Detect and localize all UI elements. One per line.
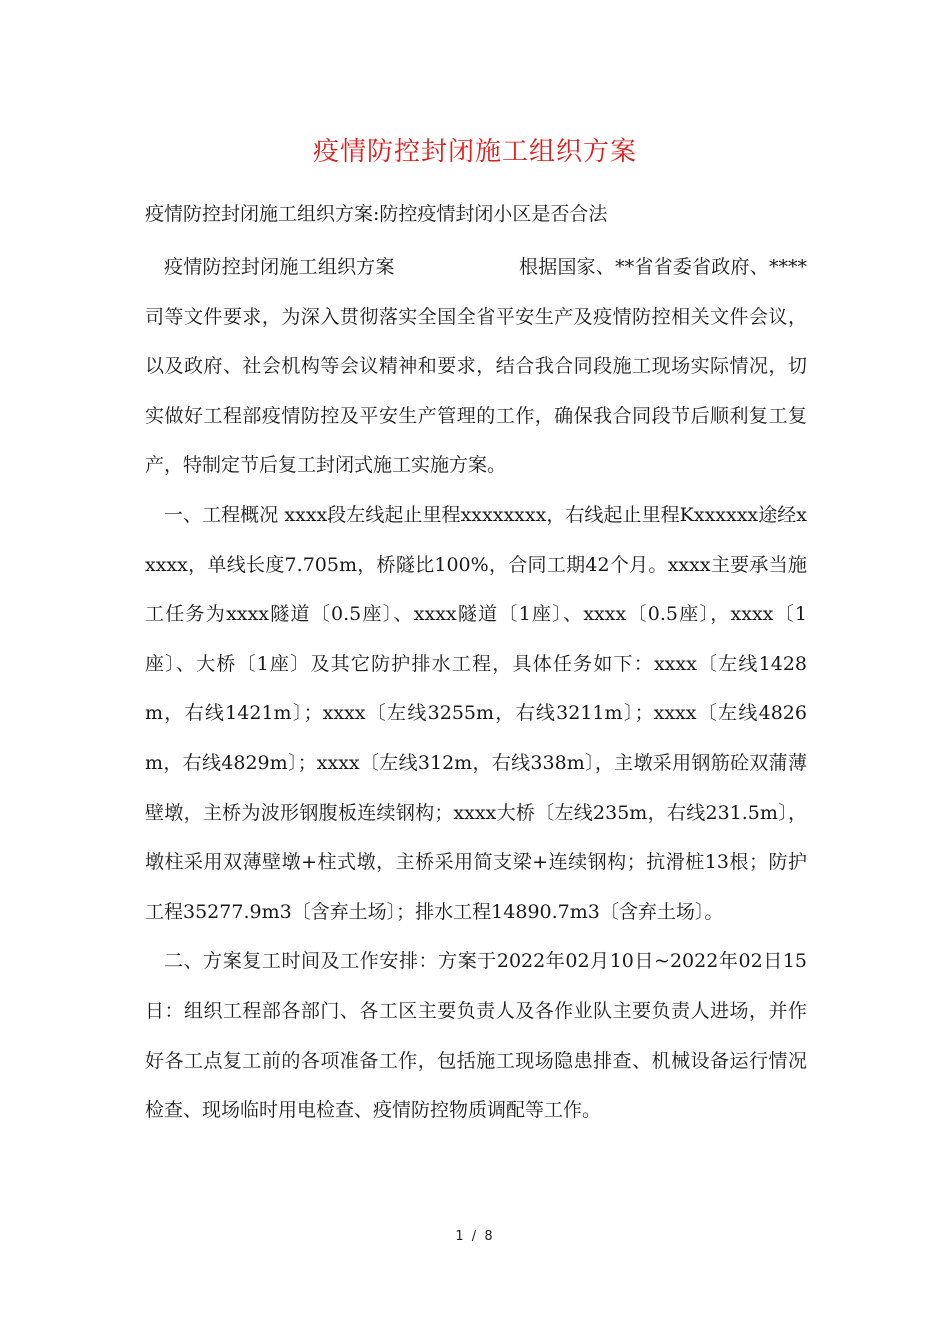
intro-body: 司等文件要求，为深入贯彻落实全国全省平安生产及疫情防控相关文件会议，以及政府、社会机构等会议精神和要求，结合我合同段施工现场实际情况，切实做好工程部疫情防控及平安生产管理的工作，确保我合同段节后顺利复工复产，特制定节后复工封闭式施工实施方案。 [145, 305, 807, 477]
document-title: 疫情防控封闭施工组织方案 [312, 137, 637, 167]
section-1-paragraph: 一、工程概况 xxxx段左线起止里程xxxxxxxx，右线起止里程Kxxxxxx途经xxxxx，单线长度7.705m，桥隧比100%，合同工期42个月。xxxx主要承当施工任务为xxxx隧道〔0.5座〕、xxxx隧道〔1座〕、xxxx〔0.5座〕，xxxx〔1座〕、大桥〔1座〕及其它防护排水工程，具体任务如下：xxxx〔左线1428m，右线1421m〕；xxxx〔左线3255m，右线3211m〕；xxxx〔左线4826m，右线4829m〕；xxxx〔左线312m，右线338m〕，主墩采用钢筋砼双蒲薄壁墩，主桥为波形钢腹板连续钢构；xxxx大桥〔左线235m，右线231.5m〕，墩柱采用双薄壁墩+柱式墩，主桥采用简支梁+连续钢构；抗滑桩13根；防护工程35277.9m3〔含弃土场〕；排水工程14890.7m3〔含弃土场〕。 [145, 503, 807, 923]
intro-lead: 疫情防控封闭施工组织方案 [164, 256, 395, 278]
document-body [145, 243, 807, 1136]
intro-paragraph [145, 243, 807, 491]
intro-rest-first: 根据国家、**省省委省政府、**** [518, 256, 807, 278]
page-indicator: 1 / 8 [455, 1229, 495, 1244]
section-2-paragraph: 二、方案复工时间及工作安排：方案于2022年02月10日~2022年02日15日：组织工程部各部门、各工区主要负责人及各作业队主要负责人进场，并作好各工点复工前的各项准备工作，包括施工现场隐患排查、机械设备运行情况检查、现场临时用电检查、疫情防控物质调配等工作。 [145, 950, 807, 1122]
document-subtitle: 疫情防控封闭施工组织方案:防控疫情封闭小区是否合法 [145, 203, 608, 225]
